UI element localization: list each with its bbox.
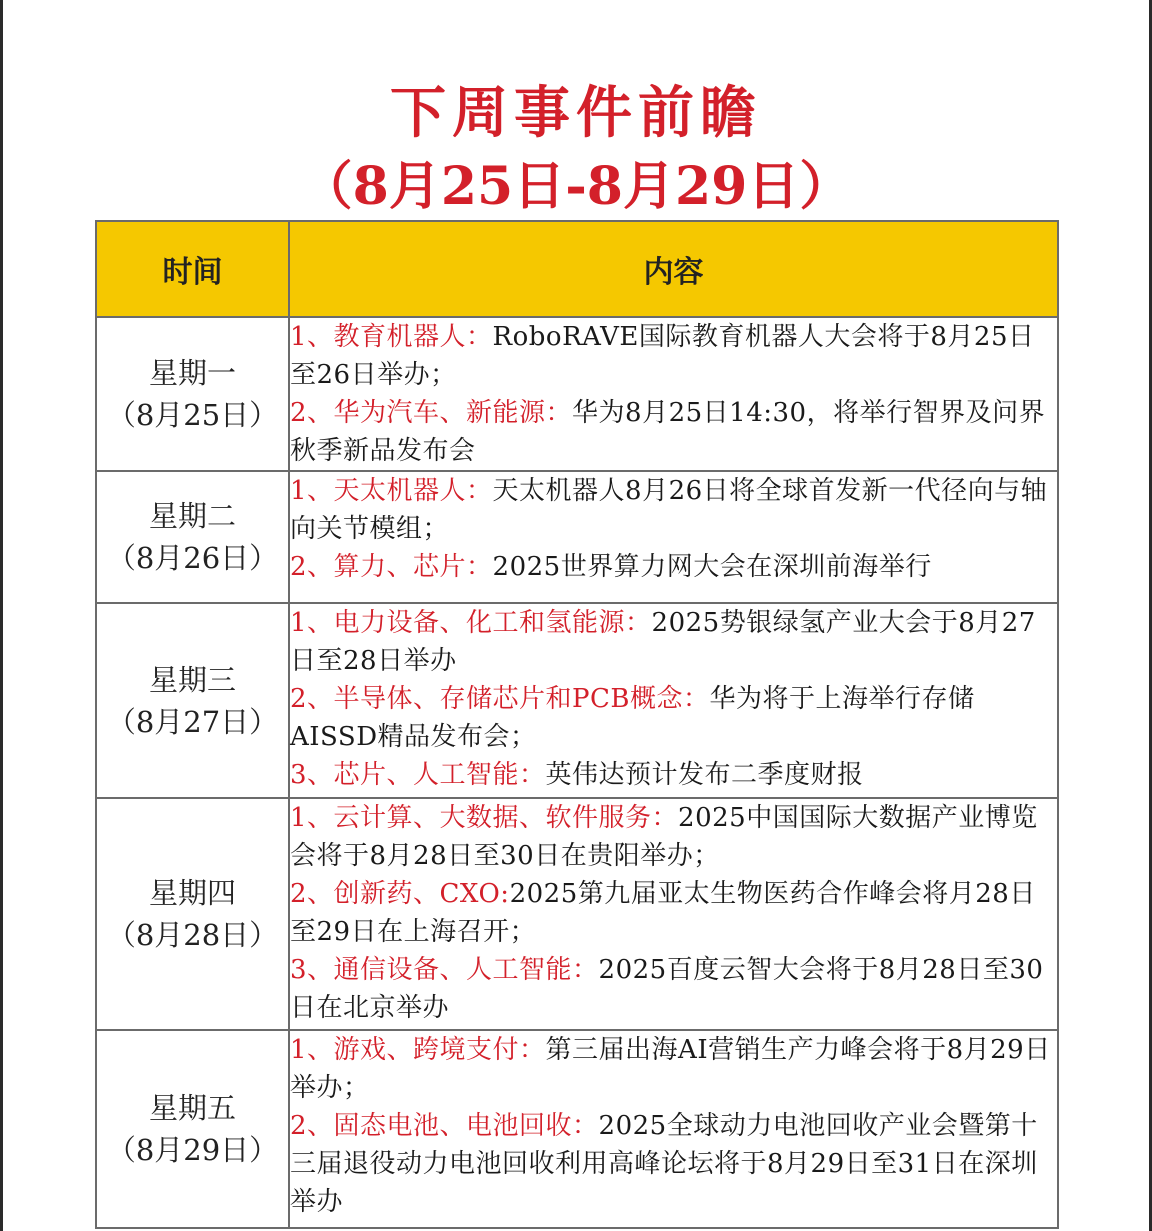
event-text: 2025势银绿氢产业大会于8月27日至28日举办	[290, 608, 1036, 676]
content-cell	[289, 798, 1058, 1030]
events-table	[95, 220, 1059, 1229]
event-text: 华为将于上海举行存储AISSD精品发布会；	[290, 684, 975, 752]
table-row-tuesday	[96, 471, 1058, 603]
event-category: 2、华为汽车、新能源：	[290, 398, 573, 428]
date-label: （8月28日）	[106, 918, 279, 952]
event-entry	[290, 875, 1057, 951]
day-cell	[96, 1030, 289, 1228]
date-label: （8月27日）	[106, 704, 279, 739]
event-text: 2025第九届亚太生物医药合作峰会将月28日至29日在上海召开；	[290, 879, 1036, 947]
event-entry	[290, 472, 1057, 548]
event-text: 2025中国国际大数据产业博览会将于8月28日至30日在贵阳举办；	[290, 803, 1038, 871]
table-header-row	[96, 221, 1058, 317]
table-row-monday	[96, 317, 1058, 471]
event-category: 1、游戏、跨境支付：	[290, 1035, 546, 1065]
header-time: 时间	[96, 221, 289, 317]
event-text: RoboRAVE国际教育机器人大会将于8月25日至26日举办；	[290, 322, 1035, 390]
event-category: 2、算力、芯片：	[290, 552, 493, 582]
date-label: （8月25日）	[106, 398, 279, 432]
event-category: 1、电力设备、化工和氢能源：	[290, 608, 652, 638]
event-category: 1、天太机器人：	[290, 476, 493, 506]
table-row-wednesday	[96, 603, 1058, 798]
event-entry	[290, 318, 1057, 394]
event-entry	[290, 799, 1057, 875]
event-text: 第三届出海AI营销生产力峰会将于8月29日举办；	[290, 1035, 1051, 1103]
page-title: 下周事件前瞻	[390, 80, 762, 146]
date-range-subtitle: （8月25日-8月29日）	[300, 156, 852, 217]
content-cell	[289, 471, 1058, 603]
content-cell	[289, 1030, 1058, 1228]
event-category: 1、教育机器人：	[290, 322, 493, 352]
event-category: 2、半导体、存储芯片和PCB概念：	[290, 684, 710, 714]
table-row-friday	[96, 1030, 1058, 1228]
day-cell	[96, 798, 289, 1030]
event-entry	[290, 1031, 1057, 1107]
weekday-label: 星期五	[148, 1091, 236, 1125]
weekday-label: 星期一	[148, 356, 236, 390]
date-label: （8月29日）	[106, 1133, 279, 1167]
event-text: 英伟达预计发布二季度财报	[545, 760, 864, 790]
event-text: 2025百度云智大会将于8月28日至30日在北京举办	[290, 955, 1044, 1023]
event-entry	[290, 1107, 1057, 1221]
day-cell	[96, 471, 289, 603]
content-cell	[289, 317, 1058, 471]
weekday-label: 星期二	[148, 499, 236, 533]
event-entry	[290, 394, 1057, 470]
date-label: （8月26日）	[106, 541, 279, 575]
event-category: 3、通信设备、人工智能：	[290, 955, 599, 985]
event-category: 3、芯片、人工智能：	[290, 760, 546, 790]
event-text: 天太机器人8月26日将全球首发新一代径向与轴向关节模组；	[290, 476, 1048, 544]
event-text: 华为8月25日14:30，将举行智界及问界秋季新品发布会	[290, 398, 1046, 466]
event-text: 2025世界算力网大会在深圳前海举行	[492, 552, 932, 582]
event-entry	[290, 756, 1057, 794]
header-content: 内容	[289, 221, 1058, 317]
event-category: 2、固态电池、电池回收：	[290, 1111, 599, 1141]
event-entry	[290, 951, 1057, 1027]
event-category: 2、创新药、CXO:	[290, 879, 510, 909]
weekday-label: 星期三	[148, 662, 236, 697]
event-entry	[290, 604, 1057, 680]
event-category: 1、云计算、大数据、软件服务：	[290, 803, 679, 833]
table-row-thursday	[96, 798, 1058, 1030]
content-cell	[289, 603, 1058, 798]
event-text: 2025全球动力电池回收产业会暨第十三届退役动力电池回收利用高峰论坛将于8月29日至31日在深圳举办	[290, 1111, 1038, 1217]
event-entry	[290, 680, 1057, 756]
day-cell	[96, 603, 289, 798]
event-entry	[290, 548, 1057, 586]
day-cell	[96, 317, 289, 471]
weekday-label: 星期四	[148, 876, 236, 910]
